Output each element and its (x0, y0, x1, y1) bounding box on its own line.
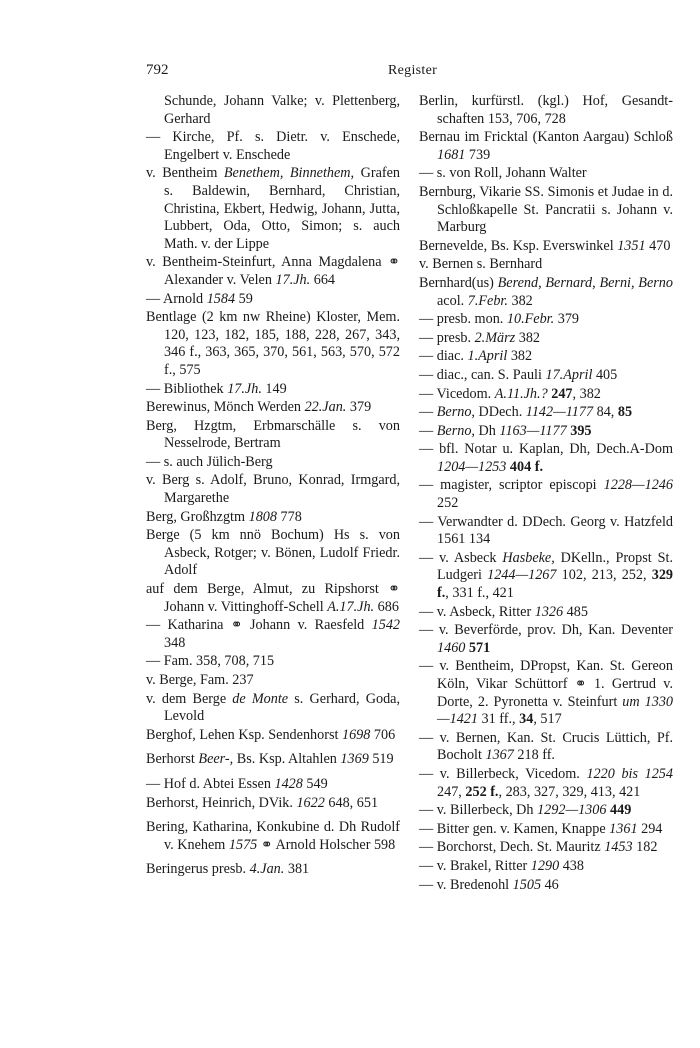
register-entry: — presb. 2.März 382 (419, 329, 540, 346)
register-entry: — bfl. Notar u. Kaplan, Dh, Dech.A-Dom 1204—1253 404 f. (419, 441, 673, 475)
register-entry: v. Bernen s. Bernhard (419, 256, 543, 273)
register-entry: — Borchorst, Dech. St. Mauritz 1453 182 (419, 839, 658, 856)
register-entry: — v. Billerbeck, Vicedom. 1220 bis 1254 247, 252 f., 283, 327, 329, 413, 421 (419, 765, 673, 800)
register-entry: Beringerus presb. 4.Jan. 381 (146, 861, 310, 878)
register-entry: Bering, Katharina, Konkubine d. Dh Rudolf v. Knehem 1575 ⚭ Arnold Holscher 598 (146, 819, 400, 853)
register-entry: — diac. 1.April 382 (419, 348, 533, 365)
register-entry: Berg, Hzgtm, Erbmarschälle s. von Nesselrode, Bertram (146, 417, 400, 452)
register-entry: Berhorst, Heinrich, DVik. 1622 648, 651 (146, 794, 379, 811)
register-entry: — Kirche, Pf. s. Dietr. v. Enschede, Engelbert v. Enschede (146, 129, 400, 163)
register-entry: — v. Bentheim, DPropst, Kan. St. Gereon Köln, Vikar Schüttorf ⚭ 1. Gertrud v. Dorte, 2. Pyronetta v. Steinfurt um 1330—1421 31 ff., 34, 517 (419, 658, 674, 728)
register-entry: — presb. mon. 10.Febr. 379 (419, 311, 580, 328)
register-entry: — Katharina ⚭ Johann v. Raesfeld 1542 348 (146, 617, 400, 651)
register-entry: — v. Asbeck Hasbeke, DKelln., Propst St. Ludgeri 1244—1267 102, 213, 252, 329 f., 331 f., 421 (419, 549, 673, 602)
register-entry: — Bitter gen. v. Kamen, Knappe 1361 294 (419, 820, 663, 837)
register-entry: — diac., can. S. Pauli 17.April 405 (419, 366, 618, 383)
register-entry: — Verwandter d. DDech. Georg v. Hatzfeld 1561 134 (419, 513, 673, 548)
register-entry: Berge (5 km nnö Bochum) Hs s. von Asbeck, Rotger; v. Bönen, Ludolf Friedr. Adolf (146, 527, 400, 579)
register-entry: Bernhard(us) Berend, Bernard, Berni, Berno acol. 7.Febr. 382 (419, 274, 673, 309)
register-entry: Bernevelde, Bs. Ksp. Everswinkel 1351 470 (419, 237, 671, 254)
register-entry: Berlin, kurfürstl. (kgl.) Hof, Gesandtschaften 153, 706, 728 (419, 93, 673, 127)
register-entry: — Hof d. Abtei Essen 1428 549 (146, 775, 328, 792)
register-entry: Berghof, Lehen Ksp. Sendenhorst 1698 706 (146, 726, 396, 743)
register-column-left (146, 93, 400, 880)
register-entry: v. Bentheim-Steinfurt, Anna Magdalena ⚭ Alexander v. Velen 17.Jh. 664 (146, 254, 400, 288)
register-entry: Bernau im Fricktal (Kanton Aargau) Schloß 1681 739 (419, 129, 673, 163)
register-entry: — s. auch Jülich-Berg (146, 453, 273, 470)
register-entry: Schunde, Johann Valke; v. Plettenberg, Gerhard (164, 93, 400, 127)
register-entry: — v. Asbeck, Ritter 1326 485 (419, 603, 588, 620)
page-number: 792 (146, 62, 169, 78)
register-entry: — s. von Roll, Johann Walter (419, 165, 587, 182)
register-entry: — v. Beverförde, prov. Dh, Kan. Deventer 1460 571 (419, 622, 673, 656)
register-entry: auf dem Berge, Almut, zu Ripshorst ⚭ Johann v. Vittinghoff-Schell A.17.Jh. 686 (146, 581, 400, 615)
register-entry: — v. Brakel, Ritter 1290 438 (419, 857, 584, 874)
register-entry: v. Berg s. Adolf, Bruno, Konrad, Irmgard, Margarethe (146, 472, 400, 507)
register-entry: Bernburg, Vikarie SS. Simonis et Judae in d. Schloßkapelle St. Pancratii s. Johann v. Marburg (419, 183, 673, 236)
register-entry: v. Berge, Fam. 237 (146, 672, 254, 688)
register-entry: — Vicedom. A.11.Jh.? 247, 382 (419, 385, 601, 402)
register-entry: — v. Bernen, Kan. St. Crucis Lüttich, Pf. Bocholt 1367 218 ff. (419, 729, 673, 764)
register-entry: Berewinus, Mönch Werden 22.Jan. 379 (146, 399, 372, 416)
running-title: Register (388, 63, 438, 78)
register-entry: — v. Billerbeck, Dh 1292—1306 449 (419, 802, 632, 819)
register-entry: Berg, Großhzgtm 1808 778 (146, 508, 302, 525)
register-entry: — magister, scriptor episcopi 1228—1246 252 (419, 477, 673, 512)
register-entry: — Fam. 358, 708, 715 (146, 653, 275, 670)
register-entry: — Bibliothek 17.Jh. 149 (146, 380, 287, 397)
register-entry: Berhorst Beer-, Bs. Ksp. Altahlen 1369 519 (146, 751, 394, 768)
register-entry: — Berno, DDech. 1142—1177 84, 85 (419, 404, 633, 421)
register-entry: — v. Bredenohl 1505 46 (419, 876, 559, 893)
register-entry: — Berno, Dh 1163—1177 395 (419, 422, 592, 439)
register-entry: v. Bentheim Benethem, Binnethem, Grafen s. Baldewin, Bernhard, Christian, Christina, Ekbert, Hedwig, Johann, Jutta, Lubbert, Oda, Otto, Simon; s. auch Math. v. der Lippe (146, 165, 400, 252)
register-entry: v. dem Berge de Monte s. Gerhard, Goda, Levold (146, 690, 401, 725)
register-entry: Bentlage (2 km nw Rheine) Kloster, Mem. 120, 123, 182, 185, 188, 228, 267, 343, 346 f., 363, 365, 370, 561, 563, 570, 572 f., 575 (146, 309, 400, 378)
register-column-right (419, 93, 673, 895)
register-entry: — Arnold 1584 59 (146, 290, 253, 307)
